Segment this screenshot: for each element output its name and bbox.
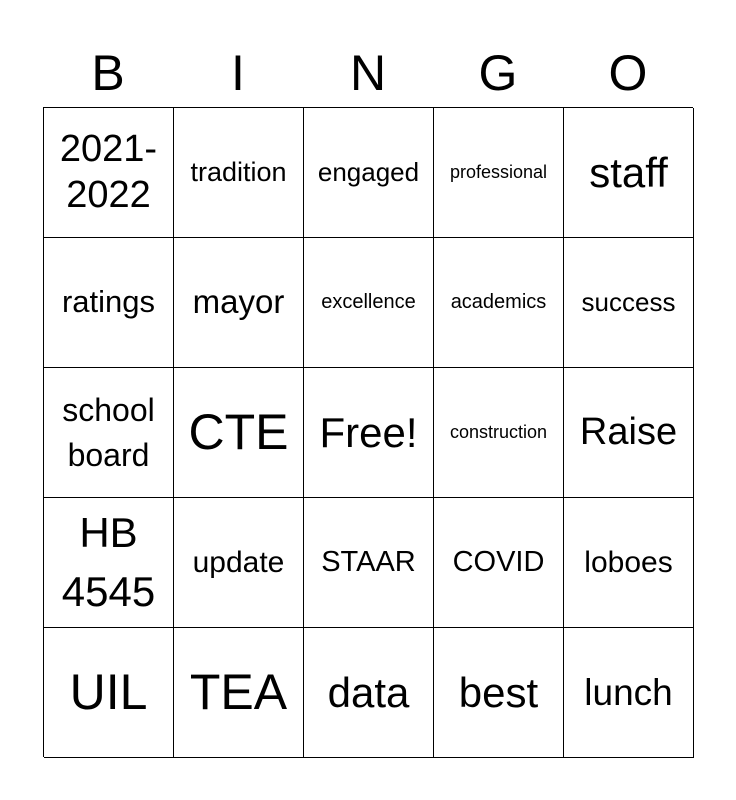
cell-text-line: school	[62, 391, 155, 428]
bingo-cell[interactable]	[304, 498, 434, 628]
bingo-cell[interactable]	[44, 498, 174, 628]
bingo-cell[interactable]	[564, 368, 694, 498]
cell-text: STAAR	[321, 546, 416, 579]
cell-text: Raise	[579, 411, 678, 454]
header-letter-i: I	[231, 45, 245, 101]
free-space-text: Free!	[319, 408, 418, 456]
bingo-cell[interactable]	[44, 368, 174, 498]
cell-text: lunch	[584, 671, 673, 713]
cell-text: professional	[449, 162, 548, 183]
bingo-cell[interactable]	[44, 238, 174, 368]
cell-text-line: 4545	[61, 567, 156, 615]
cell-text: construction	[449, 422, 548, 443]
cell-text: UIL	[69, 664, 148, 721]
cell-text: loboes	[584, 545, 673, 579]
cell-text: best	[458, 668, 539, 716]
free-space-cell[interactable]	[304, 368, 434, 498]
cell-text-line: HB	[79, 508, 138, 556]
header-letter-o: O	[608, 45, 648, 101]
cell-text	[60, 127, 157, 218]
cell-text: ratings	[61, 284, 156, 320]
bingo-cell[interactable]	[434, 368, 564, 498]
bingo-cell[interactable]	[564, 108, 694, 238]
bingo-cell[interactable]	[174, 368, 304, 498]
bingo-cell[interactable]	[434, 238, 564, 368]
bingo-cell[interactable]	[174, 238, 304, 368]
cell-text	[62, 504, 155, 622]
bingo-cell[interactable]	[434, 498, 564, 628]
cell-text-line: 2021-	[59, 127, 158, 170]
bingo-header	[43, 40, 693, 106]
bingo-cell[interactable]	[174, 498, 304, 628]
bingo-cell[interactable]	[304, 628, 434, 758]
bingo-cell[interactable]	[174, 108, 304, 238]
header-letter-b: B	[91, 45, 125, 101]
cell-text: data	[327, 668, 410, 716]
cell-text-line: 2022	[66, 173, 151, 216]
cell-text: CTE	[188, 404, 289, 461]
cell-text: tradition	[190, 157, 287, 188]
cell-text: academics	[450, 291, 547, 314]
bingo-cell[interactable]	[564, 498, 694, 628]
bingo-cell[interactable]	[434, 108, 564, 238]
bingo-cell[interactable]	[304, 108, 434, 238]
cell-text: excellence	[321, 291, 416, 314]
cell-text: engaged	[317, 156, 420, 187]
bingo-cell[interactable]	[564, 628, 694, 758]
bingo-cell[interactable]	[304, 238, 434, 368]
bingo-cell[interactable]	[564, 238, 694, 368]
cell-text-line: board	[67, 436, 150, 473]
cell-text: success	[581, 286, 676, 317]
header-letter-g: G	[478, 45, 518, 101]
cell-text: update	[192, 545, 285, 579]
cell-text: mayor	[192, 283, 285, 321]
bingo-cell[interactable]	[434, 628, 564, 758]
cell-text: TEA	[189, 664, 288, 721]
bingo-cell[interactable]	[174, 628, 304, 758]
header-letter-n: N	[349, 45, 387, 101]
cell-text: COVID	[452, 546, 545, 579]
cell-text	[62, 388, 155, 478]
bingo-cell[interactable]	[44, 628, 174, 758]
cell-text: staff	[589, 148, 668, 196]
bingo-board	[43, 107, 693, 757]
bingo-cell[interactable]	[44, 108, 174, 238]
